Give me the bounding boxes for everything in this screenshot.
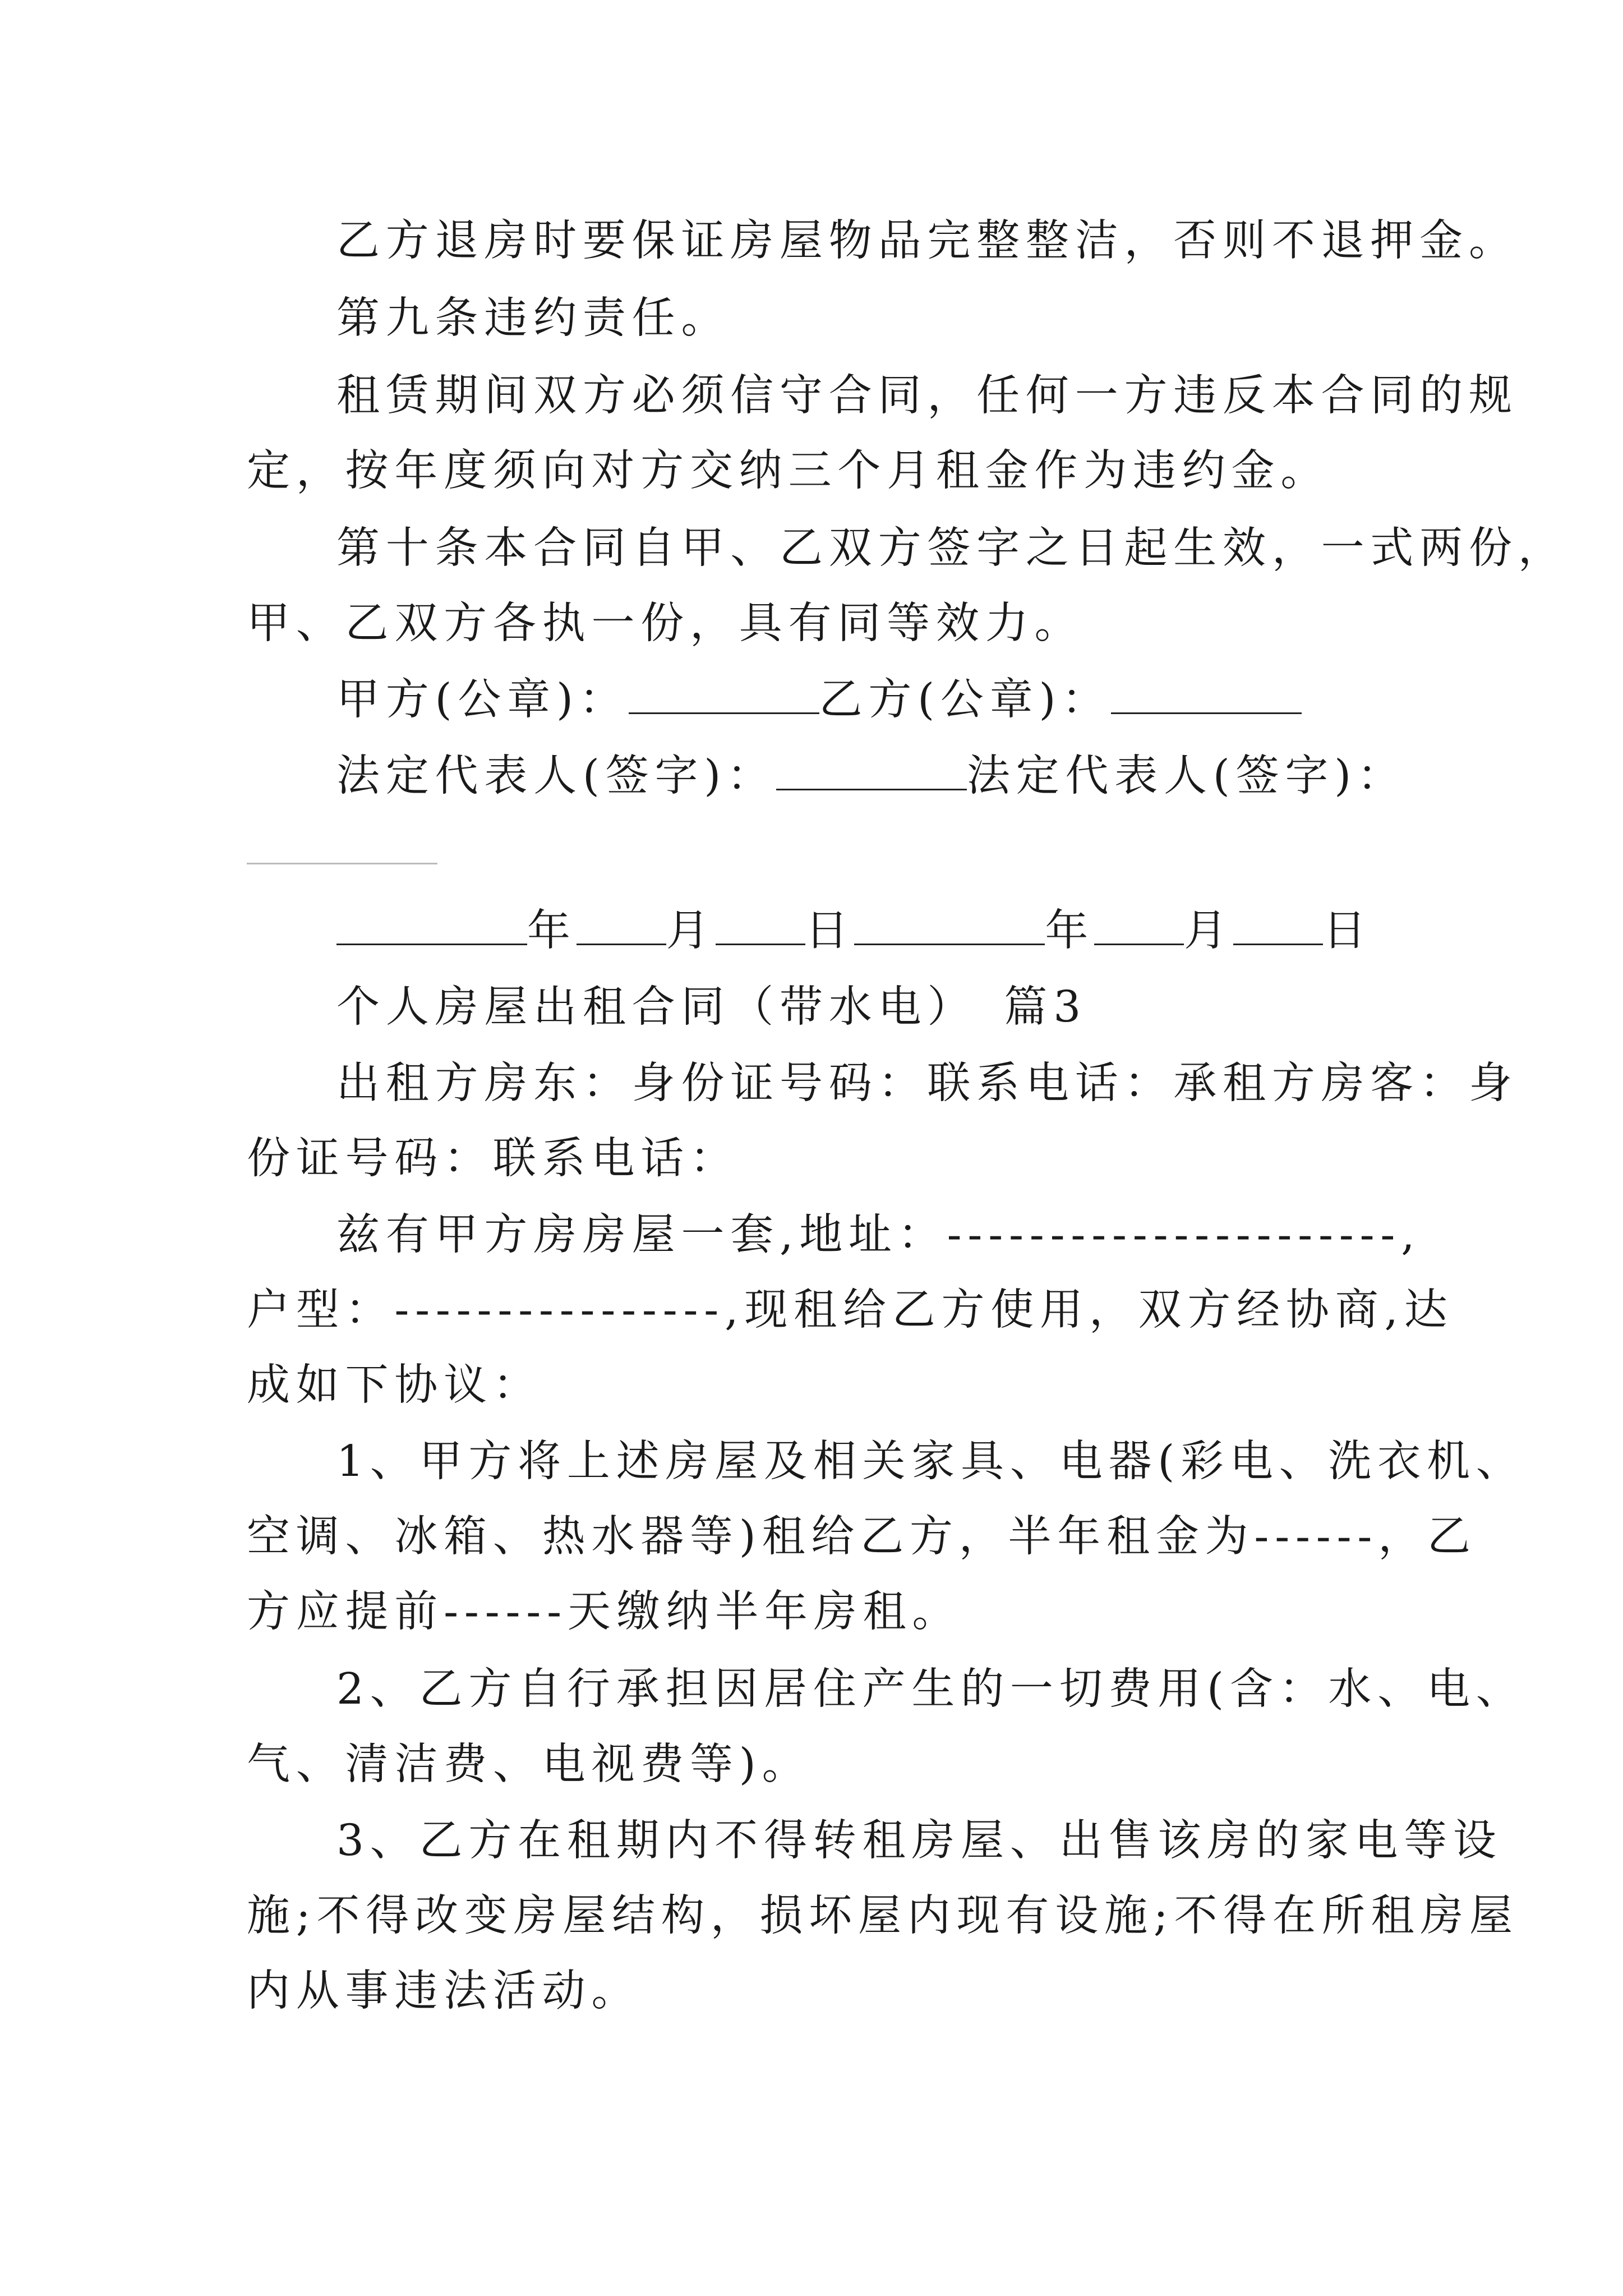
date-line xyxy=(336,903,1372,959)
body-line: 施;不得改变房屋结构，损坏屋内现有设施;不得在所租房屋 xyxy=(247,1891,1519,1941)
body-line: 2、乙方自行承担因居住产生的一切费用(含：水、电、 xyxy=(336,1664,1525,1714)
article-heading: 第九条违约责任。 xyxy=(336,293,731,343)
year-blank-b xyxy=(854,910,1045,945)
paragraph-line: 定，按年度须向对方交纳三个月租金作为违约金。 xyxy=(247,446,1330,496)
party-b-representative-blank xyxy=(247,829,437,864)
party-b-representative-label: 法定代表人(签字)： xyxy=(966,751,1407,801)
month-blank-b xyxy=(1094,910,1184,945)
paragraph-line: 甲、乙双方各执一份，具有同等效力。 xyxy=(247,599,1084,648)
body-line: 方应提前------天缴纳半年房租。 xyxy=(247,1587,962,1637)
party-a-representative-blank xyxy=(776,755,967,790)
paragraph-line: 第十条本合同自甲、乙双方签字之日起生效，一式两份， xyxy=(336,523,1567,573)
day-blank-a xyxy=(716,910,805,945)
year-label-a: 年 xyxy=(527,906,577,956)
representative-line xyxy=(336,748,1407,804)
party-b-seal-blank xyxy=(1111,679,1302,714)
year-label-b: 年 xyxy=(1045,906,1095,956)
body-line: 内从事违法活动。 xyxy=(247,1966,641,2016)
paragraph-line: 租赁期间双方必须信守合同，任何一方违反本合同的规 xyxy=(336,371,1518,421)
party-a-seal-blank xyxy=(629,679,819,714)
year-blank-a xyxy=(336,910,527,945)
day-label-b: 日 xyxy=(1322,906,1372,956)
body-line: 出租方房东：身份证号码：联系电话：承租方房客：身 xyxy=(336,1059,1518,1108)
body-line: 兹有甲方房房屋一套,地址：----------------------, xyxy=(336,1210,1421,1260)
body-line: 户型：----------------,现租给乙方使用，双方经协商,达 xyxy=(247,1285,1454,1335)
body-line: 份证号码：联系电话： xyxy=(247,1134,739,1184)
body-line: 3、乙方在租期内不得转租房屋、出售该房的家电等设 xyxy=(336,1816,1502,1866)
body-line: 空调、冰箱、热水器等)租给乙方，半年租金为------，乙 xyxy=(247,1512,1477,1562)
body-line: 1、甲方将上述房屋及相关家具、电器(彩电、洗衣机、 xyxy=(336,1437,1525,1487)
body-line: 气、清洁费、电视费等)。 xyxy=(247,1740,811,1789)
month-label-b: 月 xyxy=(1184,906,1233,956)
month-label-a: 月 xyxy=(666,906,716,956)
party-a-seal-label: 甲方(公章)： xyxy=(336,675,629,725)
signature-seal-line xyxy=(336,672,1302,728)
day-blank-b xyxy=(1233,910,1323,945)
section-title: 个人房屋出租合同（带水电） 篇3 xyxy=(336,982,1087,1032)
party-b-seal-label: 乙方(公章)： xyxy=(819,675,1112,725)
day-label-a: 日 xyxy=(805,906,855,956)
body-line: 成如下协议： xyxy=(247,1360,542,1410)
month-blank-a xyxy=(577,910,666,945)
party-a-representative-label: 法定代表人(签字)： xyxy=(336,751,776,801)
paragraph-line: 乙方退房时要保证房屋物品完整整洁，否则不退押金。 xyxy=(336,216,1518,266)
